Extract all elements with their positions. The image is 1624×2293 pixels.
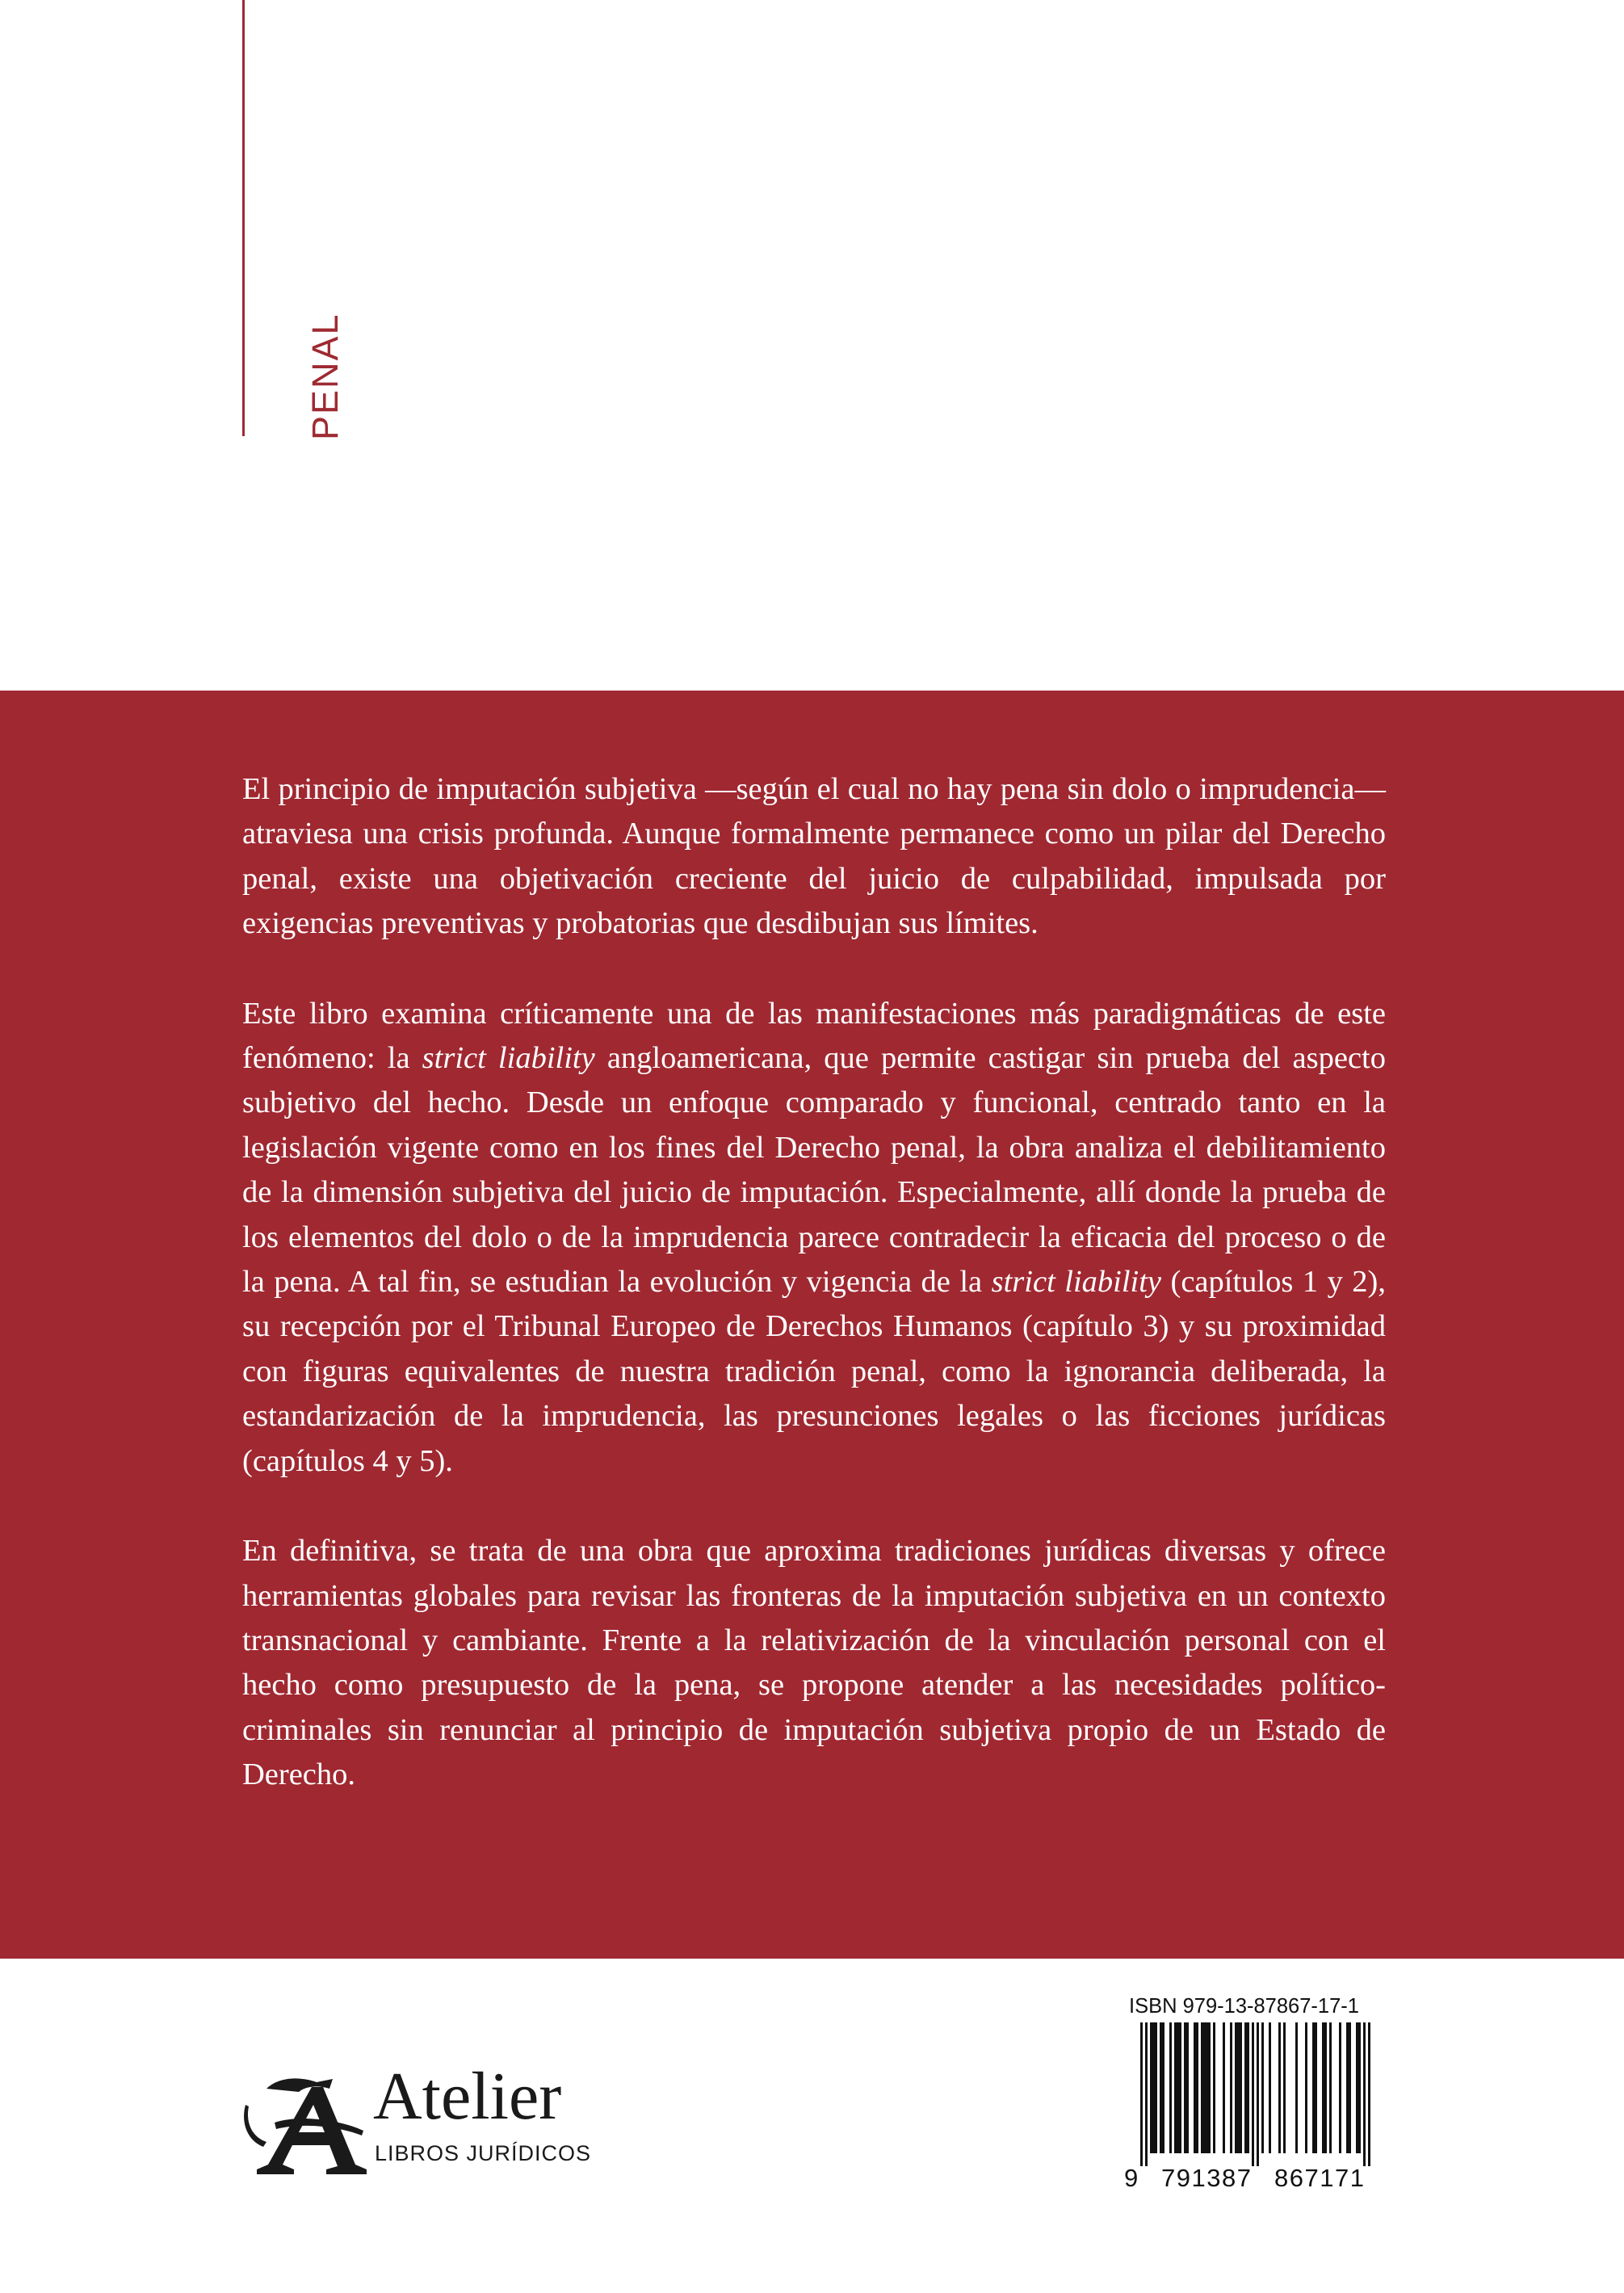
- synopsis-paragraph-2: [242, 992, 1386, 1484]
- synopsis-paragraph-1: El principio de imputación subjetiva —según el cual no hay pena sin dolo o imprudencia— atraviesa una crisis profunda. Aunque formalmente permanece como un pilar del Derecho penal, existe una objetivación creciente del juicio de culpabilidad, impulsada por exigencias preventivas y probatorias que desdibujan sus límites.: [242, 772, 1386, 941]
- barcode-bar: [1155, 2022, 1157, 2153]
- barcode-guard-bar: [1363, 2022, 1366, 2166]
- barcode-bar: [1240, 2022, 1242, 2153]
- barcode-bar: [1315, 2022, 1317, 2153]
- synopsis-p2-part-b: angloamericana, que permite castigar sin prueba del aspecto subjetivo del hecho. Desde un enfoque comparado y funcional, centrado tanto en la legislación vigente como en los fines del Derecho penal, la obra analiza el debilitamiento de la dimensión subjetiva del juicio de imputación. Especialmente, allí donde la prueba de los elementos del dolo o de la imprudencia parece contradecir la eficacia del proceso o de la pena. A tal fin, se estudian la evolución y vigencia de la: [242, 1041, 1386, 1300]
- barcode-bar: [1244, 2022, 1247, 2153]
- synopsis-paragraph-3: En definitiva, se trata de una obra que aproxima tradiciones jurídicas diversas y ofrece herramientas globales para revisar las fronteras de la imputación subjetiva en un contexto transnacional y cambiante. Frente a la relativización de la vinculación personal con el hecho como presupuesto de la pena, se propone atender a las necesidades político-criminales sin renunciar al principio de imputación subjetiva propio de un Estado de Derecho.: [242, 1534, 1386, 1792]
- isbn-label: ISBN 979-13-87867-17-1: [1129, 1995, 1359, 2018]
- publisher-name: Atelier: [373, 2059, 562, 2134]
- barcode-bar: [1295, 2022, 1298, 2153]
- barcode-bar: [1196, 2022, 1198, 2153]
- barcode-bar: [1223, 2022, 1225, 2153]
- barcode-bar: [1269, 2022, 1271, 2153]
- barcode-bar: [1160, 2022, 1162, 2153]
- barcode-guard-bar: [1368, 2022, 1370, 2166]
- barcode-bar: [1162, 2022, 1164, 2153]
- barcode-bar: [1305, 2022, 1307, 2153]
- barcode-bar: [1177, 2022, 1179, 2153]
- barcode-bar: [1179, 2022, 1181, 2153]
- barcode-bar: [1329, 2022, 1332, 2153]
- barcode-bar: [1283, 2022, 1286, 2153]
- barcode-bar: [1150, 2022, 1152, 2153]
- barcode-bar: [1186, 2022, 1189, 2153]
- barcode-bar: [1322, 2022, 1324, 2153]
- barcode-bar: [1349, 2022, 1351, 2153]
- barcode-icon: [1124, 2022, 1371, 2168]
- vertical-rule: [242, 0, 245, 436]
- ean-right-digits: 867171: [1274, 2164, 1366, 2192]
- ean-lead-digit: 9: [1124, 2164, 1139, 2192]
- barcode-guard-bar: [1140, 2022, 1143, 2166]
- barcode-bar: [1261, 2022, 1264, 2153]
- barcode-guard-bar: [1252, 2022, 1254, 2166]
- publisher-logo: [242, 2059, 598, 2179]
- barcode-bar: [1237, 2022, 1240, 2153]
- barcode-bar: [1208, 2022, 1211, 2153]
- barcode-bar: [1339, 2022, 1341, 2153]
- barcode-bar: [1346, 2022, 1349, 2153]
- synopsis-p2-italic-2: strict liability: [991, 1265, 1162, 1300]
- barcode-bar: [1203, 2022, 1206, 2153]
- barcode-bar: [1324, 2022, 1327, 2153]
- barcode-bar: [1213, 2022, 1215, 2153]
- synopsis-text: [242, 767, 1386, 1798]
- ean-left-digits: 791387: [1161, 2164, 1253, 2192]
- barcode-bar: [1230, 2022, 1232, 2153]
- barcode-bar: [1312, 2022, 1315, 2153]
- barcode-bar: [1169, 2022, 1172, 2153]
- barcode-bar: [1358, 2022, 1361, 2153]
- synopsis-p2-part-a: Este libro examina críticamente una de las manifestaciones más paradigmáticas de este fenómeno: la: [242, 996, 1386, 1076]
- barcode-guard-bar: [1145, 2022, 1148, 2166]
- synopsis-panel: [0, 691, 1624, 1959]
- barcode-bar: [1235, 2022, 1237, 2153]
- synopsis-p2-italic-1: strict liability: [422, 1041, 595, 1076]
- barcode-bar: [1184, 2022, 1186, 2153]
- barcode-block: [1124, 1997, 1383, 2199]
- barcode-bar: [1356, 2022, 1358, 2153]
- atelier-logo-icon: [242, 2074, 371, 2178]
- barcode-bar: [1152, 2022, 1155, 2153]
- synopsis-p2-part-c: (capítulos 1 y 2), su recepción por el Tribunal Europeo de Derechos Humanos (capítulo 3) y su proximidad con figuras equivalentes de nuestra tradición penal, como la ignorancia deliberada, la estandarización de la imprudencia, las presunciones legales o las ficciones jurídicas (capítulos 4 y 5).: [242, 1265, 1386, 1478]
- barcode-bar: [1278, 2022, 1281, 2153]
- barcode-guard-bar: [1257, 2022, 1259, 2166]
- series-label: PENAL: [304, 313, 346, 440]
- barcode-bar: [1194, 2022, 1196, 2153]
- barcode-bar: [1206, 2022, 1208, 2153]
- barcode-bar: [1174, 2022, 1177, 2153]
- publisher-subtitle: LIBROS JURÍDICOS: [375, 2141, 592, 2165]
- barcode-bar: [1247, 2022, 1249, 2153]
- barcode-bar: [1201, 2022, 1203, 2153]
